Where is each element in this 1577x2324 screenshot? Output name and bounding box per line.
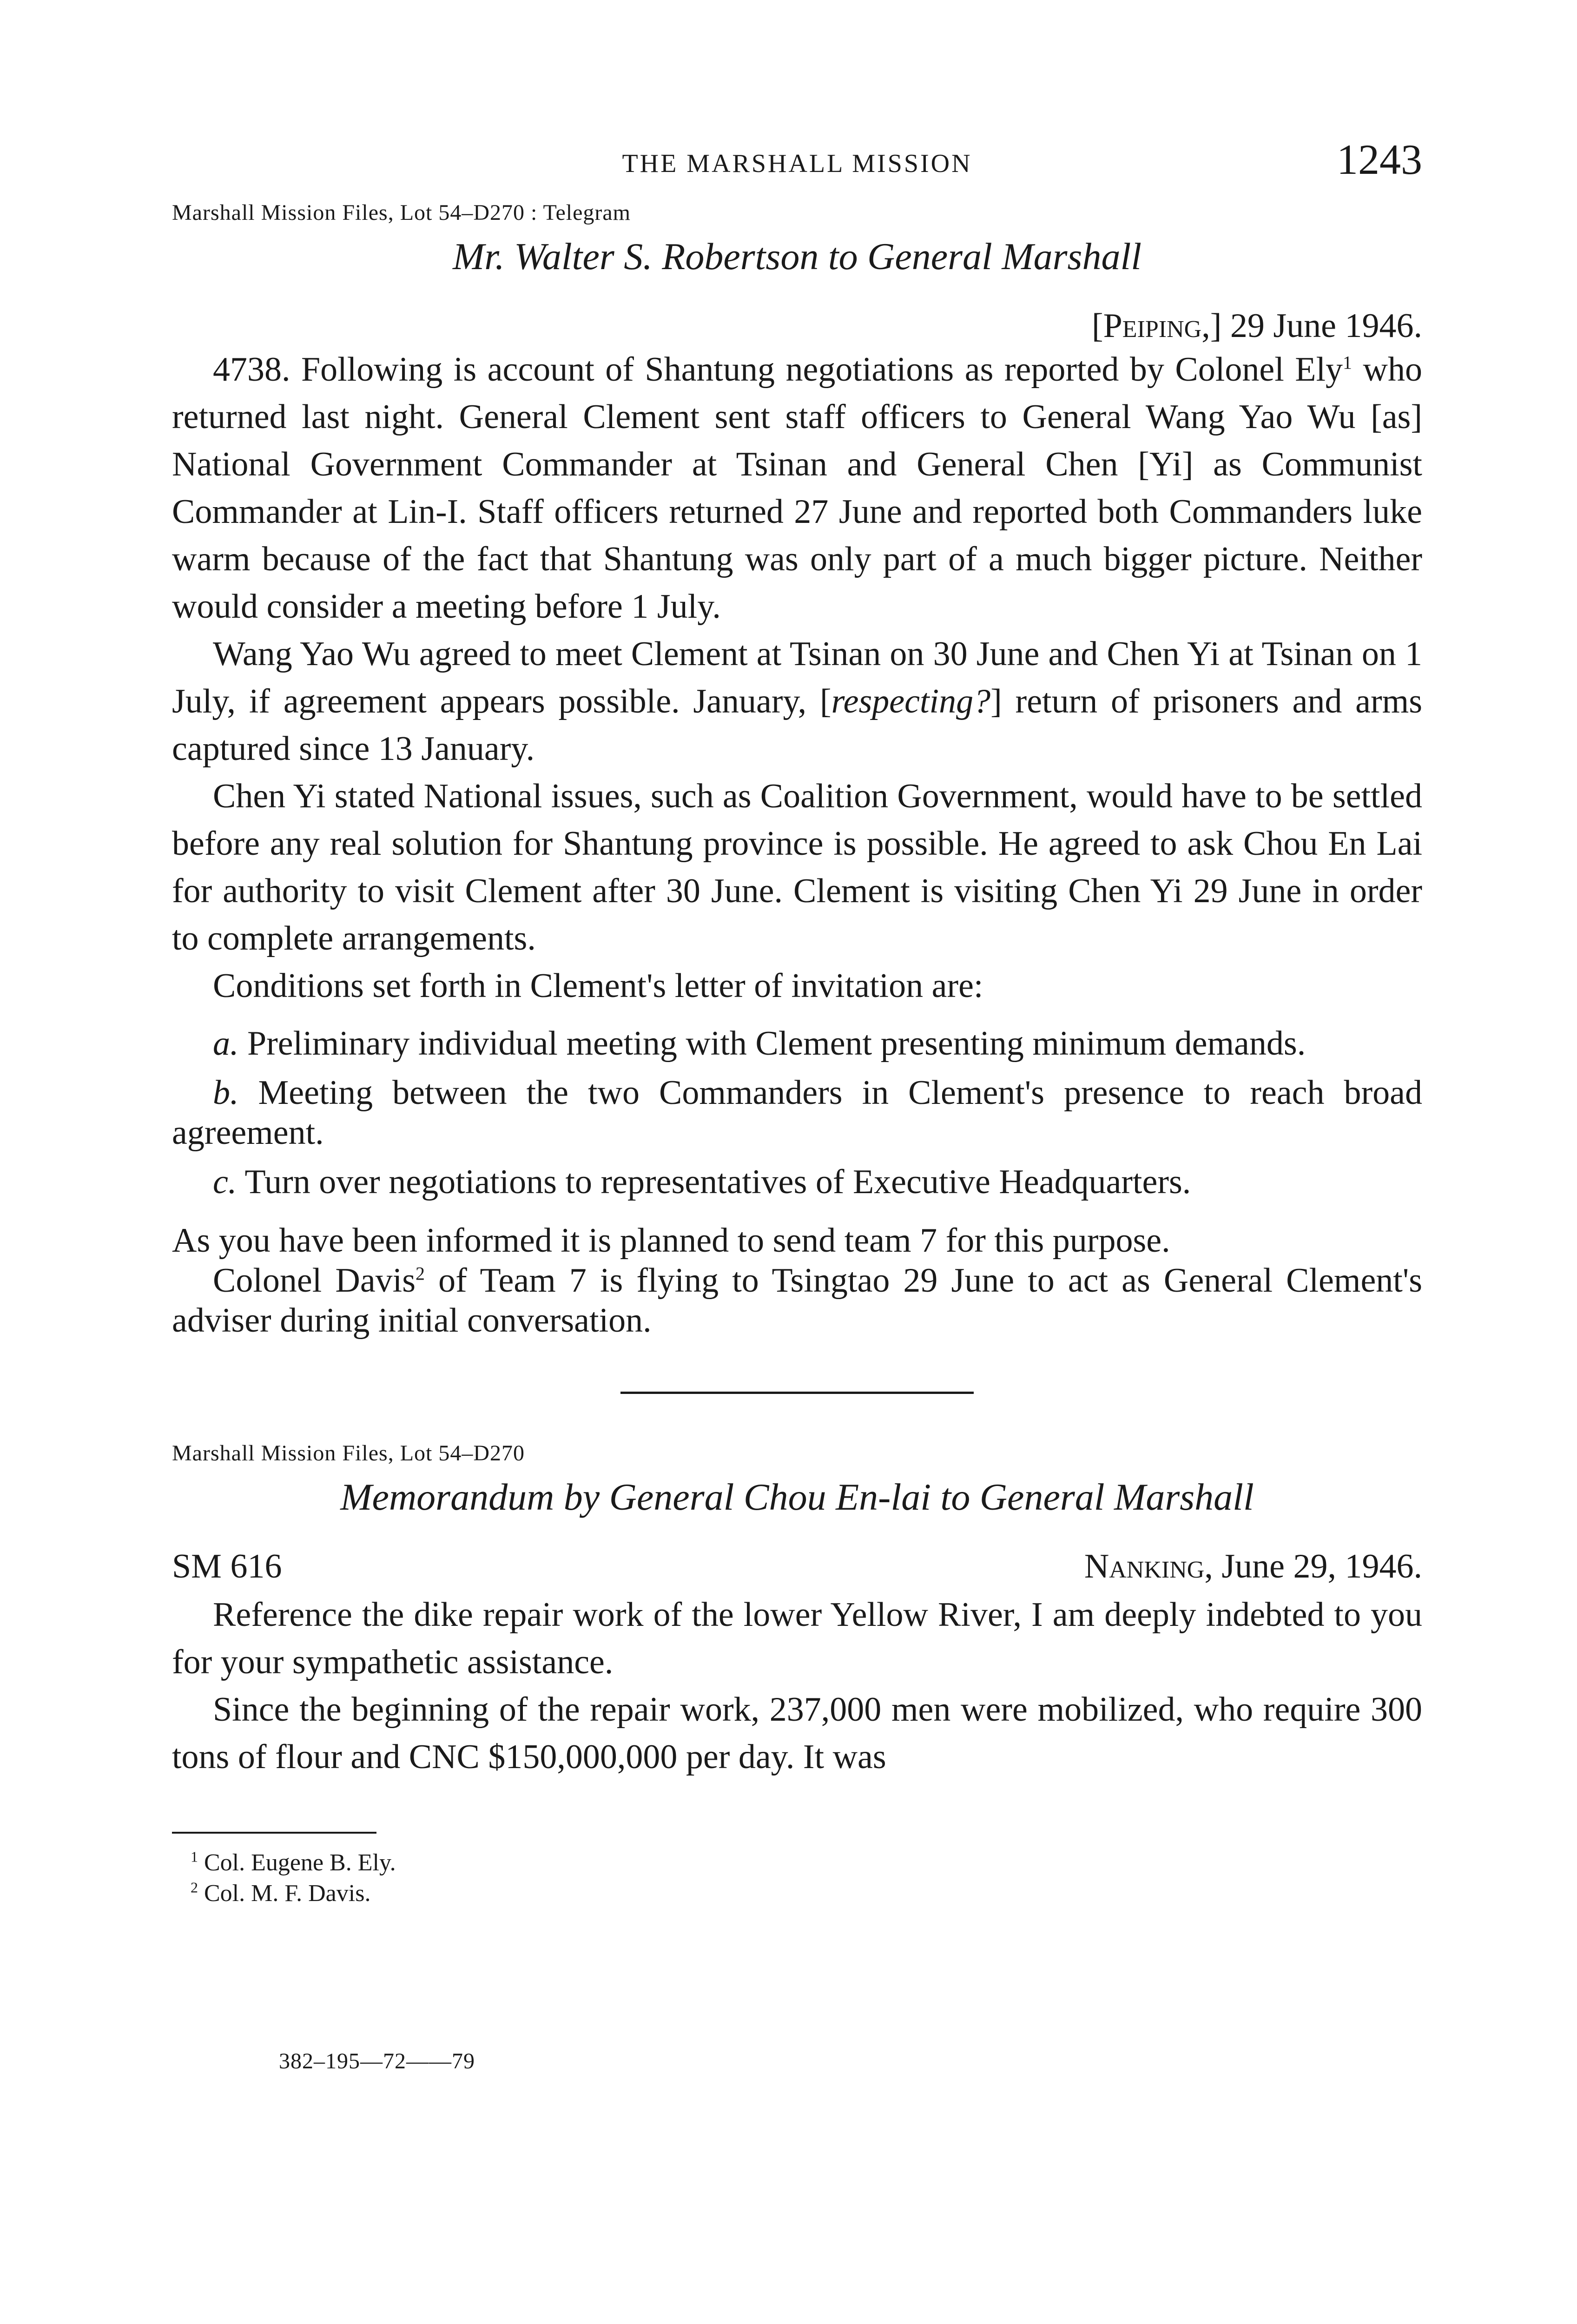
doc1-title: Mr. Walter S. Robertson to General Marshall [452,235,1142,277]
doc1-paragraph-3: Chen Yi stated National issues, such as Coalition Government, would have to be settled before any real solution for Shantung province is possible. He agreed to ask Chou En Lai for authority to visit Clement after 30 June. Clement is visiting Chen Yi 29 June in order to complete arrangements. [172,777,1422,957]
list-item [172,1073,1422,1153]
doc1-dateline [172,306,1422,346]
doc1-paragraph-6 [172,1261,1422,1340]
doc1-para2-text-a: Wang Yao Wu agreed to meet Clement at Tsinan on 30 June and Chen Yi at Tsinan on 1 July, if agreement appears possible. January, [ [172,635,1422,720]
doc2-paragraph-1: Reference the dike repair work of the lower Yellow River, I am deeply indebted to you for your sympathetic assistance. [172,1596,1422,1681]
footnote-mark: 1 [191,1848,198,1865]
doc1-source-line: Marshall Mission Files, Lot 54–D270 : Telegram [172,200,631,225]
doc1-para2-text-b: ] return of prisoners and arms captured since 13 January. [172,682,1422,768]
list-item [172,1023,1422,1063]
footnote-text: Col. M. F. Davis. [198,1880,371,1907]
doc2-source-line: Marshall Mission Files, Lot 54–D270 [172,1441,525,1466]
footnote-rule [172,1832,376,1834]
doc1-paragraph-1 [172,346,1422,630]
list-item-text: Meeting between the two Commanders in Clement's presence to reach broad agreement. [172,1074,1422,1152]
doc1-para1-text-b: who returned last night. General Clement sent staff officers to General Wang Yao Wu [as] National Government Commander at Tsinan and General Chen [Yi] as Communist Commander at Lin-I. Staff officers returned 27 June and reported both Commanders luke warm because of the fact that Shantung was only part of a much bigger picture. Neither would consider a meeting before 1 July. [172,350,1422,626]
running-title: THE MARSHALL MISSION [622,149,972,178]
footnote-ref-1: 1 [1343,352,1353,373]
doc2-dateline-place: Nanking, [1084,1547,1213,1585]
doc1-para6-text-b: of Team 7 is flying to Tsingtao 29 June to act as General Clement's adviser during initial conversation. [172,1261,1422,1340]
doc1-paragraph-4: Conditions set forth in Clement's letter of invitation are: [213,967,983,1005]
footnote-ref-2: 2 [416,1263,425,1284]
doc2-dateline-date: June 29, 1946. [1213,1547,1422,1585]
list-item-text: Preliminary individual meeting with Clement presenting minimum demands. [238,1024,1306,1063]
footnote-mark: 2 [191,1879,198,1896]
page-number: 1243 [1337,136,1422,183]
document-page [172,135,1422,2074]
conditions-list [172,1023,1422,1202]
doc2-title: Memorandum by General Chou En-lai to General Marshall [340,1476,1254,1518]
doc2-dateline [1084,1547,1422,1586]
section-divider [620,1392,974,1394]
list-item-letter: a. [213,1024,239,1063]
running-head [172,135,1422,191]
doc1-paragraph-2 [172,630,1422,772]
list-item-text: Turn over negotiations to representatives of Executive Headquarters. [237,1163,1191,1201]
footnote-text: Col. Eugene B. Ely. [198,1849,396,1876]
doc1-para1-text-a: 4738. Following is account of Shantung negotiations as reported by Colonel Ely [213,350,1343,389]
doc1-para2-italic: respecting? [831,682,991,720]
doc1-dateline-date: 29 June 1946. [1221,307,1422,345]
print-code: 382–195—72——79 [279,2049,475,2073]
doc1-para6-text-a: Colonel Davis [213,1261,416,1300]
doc2-paragraph-2: Since the beginning of the repair work, 237,000 men were mobilized, who require 300 tons of flour and CNC $150,000,000 per day. It was [172,1690,1422,1776]
doc1-paragraph-5: As you have been informed it is planned to send team 7 for this purpose. [172,1221,1170,1260]
list-item-letter: c. [213,1163,237,1201]
doc1-dateline-place: [Peiping,] [1091,307,1222,345]
doc2-header-row [172,1547,1422,1586]
list-item [172,1162,1422,1202]
list-item-letter: b. [213,1074,239,1112]
footnote-2 [191,1878,1422,1909]
footnote-1 [191,1848,1422,1878]
doc2-reference-number: SM 616 [172,1547,282,1585]
